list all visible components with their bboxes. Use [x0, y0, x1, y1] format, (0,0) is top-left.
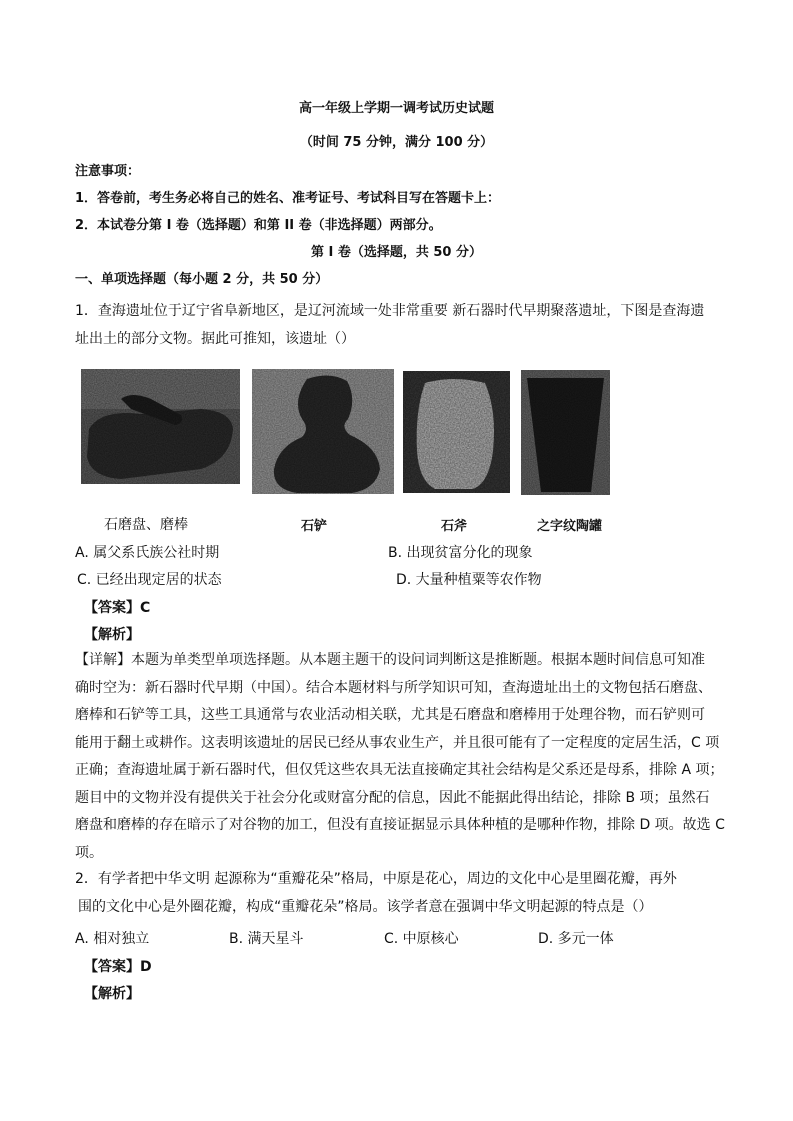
q1-detail-line: 确时空为：新石器时代早期（中国）。结合本题材料与所学知识可知，查海遗址出土的文物包括石磨盘、 — [75, 679, 712, 696]
stone-spade-photo — [252, 369, 394, 494]
q2-option-a: A. 相对独立 — [75, 931, 150, 947]
q2-option-b: B. 满天星斗 — [229, 931, 304, 947]
q1-option-b: B. 出现贫富分化的现象 — [388, 545, 533, 561]
q1-detail-line: 磨盘和磨棒的存在暗示了对谷物的加工，但没有直接证据显示具体种植的是哪种作物，排除 D 项。故选 C — [75, 817, 725, 833]
q1-detail-line: 【详解】本题为单类型单项选择题。从本题主题干的设问词判断这是推断题。根据本题时间信息可知准 — [75, 652, 705, 668]
caption-pottery-jar: 之字纹陶罐 — [537, 519, 603, 534]
notes-item-1: 1．答卷前，考生务必将自己的姓名、准考证号、考试科目写在答题卡上： — [75, 191, 501, 206]
q1-detail-line: 项。 — [75, 844, 103, 861]
part-heading: 第 I 卷（选择题，共 50 分） — [310, 245, 483, 260]
q2-option-c: C. 中原核心 — [384, 931, 459, 947]
q1-detail-line: 磨棒和石铲等工具，这些工具通常与农业活动相关联，尤其是石磨盘和磨棒用于处理谷物，而石铲则可 — [75, 707, 705, 723]
page-subtitle: （时间 75 分钟，满分 100 分） — [299, 135, 494, 150]
q2-analysis-label: 【解析】 — [84, 986, 140, 1002]
q1-analysis-label: 【解析】 — [84, 627, 140, 643]
notes-item-2: 2．本试卷分第 I 卷（选择题）和第 II 卷（非选择题）两部分。 — [75, 218, 442, 233]
q1-option-c: C. 已经出现定居的状态 — [77, 572, 222, 588]
page-title: 高一年级上学期一调考试历史试题 — [298, 101, 494, 116]
question-1-stem-line: 1．查海遗址位于辽宁省阜新地区，是辽河流域一处非常重要 新石器时代早期聚落遗址，下图是查海遗 — [75, 303, 705, 319]
q1-answer: 【答案】C — [84, 600, 151, 616]
grinding-stone-photo — [81, 369, 240, 484]
stone-axe-photo — [403, 371, 510, 493]
q1-detail-line: 能用于翻土或耕作。这表明该遗址的居民已经从事农业生产，并且很可能有了一定程度的定居生活，C 项 — [75, 734, 720, 751]
q1-detail-line: 题目中的文物并没有提供关于社会分化或财富分配的信息，因此不能据此得出结论，排除 B 项；虽然石 — [75, 789, 710, 806]
q1-detail — [75, 647, 725, 867]
question-2-stem — [75, 866, 677, 921]
q1-option-a: A. 属父系氏族公社时期 — [75, 545, 220, 561]
pottery-jar-photo — [521, 370, 610, 495]
question-2-stem-line: 2．有学者把中华文明 起源称为“重瓣花朵”格局，中原是花心，周边的文化中心是里圈花瓣，再外 — [75, 871, 677, 887]
question-1-stem-line: 址出土的部分文物。据此可推知，该遗址（） — [75, 330, 355, 347]
caption-grinding-stone: 石磨盘、磨棒 — [104, 517, 188, 533]
notes-heading: 注意事项： — [75, 164, 141, 179]
caption-stone-spade: 石铲 — [301, 519, 328, 534]
q2-answer: 【答案】D — [84, 959, 152, 975]
question-2-stem-line: 围的文化中心是外圈花瓣，构成“重瓣花朵”格局。该学者意在强调中华文明起源的特点是（） — [78, 898, 653, 915]
section-heading: 一、单项选择题（每小题 2 分，共 50 分） — [75, 272, 329, 287]
q1-detail-line: 正确；查海遗址属于新石器时代，但仅凭这些农具无法直接确定其社会结构是父系还是母系，排除 A 项； — [75, 762, 724, 778]
q1-option-d: D. 大量种植粟等农作物 — [396, 572, 542, 588]
question-1-stem — [75, 298, 704, 353]
q2-option-d: D. 多元一体 — [538, 931, 614, 947]
caption-stone-axe: 石斧 — [441, 519, 468, 534]
